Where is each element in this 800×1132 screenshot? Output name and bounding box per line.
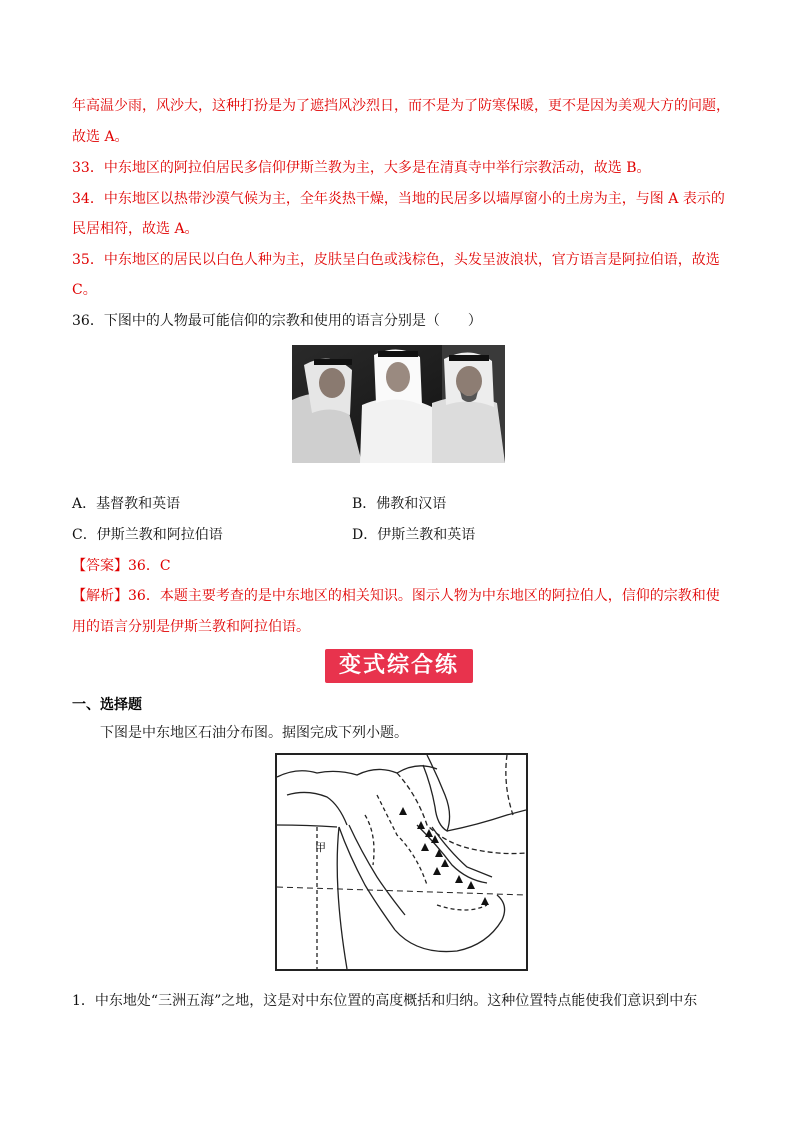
explanation-line-4: 34．中东地区以热带沙漠气候为主，全年炎热干燥，当地的民居多以墙厚窗小的土房为主，与图 A 表示的	[72, 191, 725, 207]
oil-field-icon	[421, 843, 429, 851]
question-36: 36．下图中的人物最可能信仰的宗教和使用的语言分别是（ ）	[72, 313, 482, 329]
option-d: D．伊斯兰教和英语	[352, 527, 476, 543]
oil-field-icon	[481, 897, 489, 905]
explanation-line-2: 故选 A。	[72, 129, 129, 145]
explanation-line-3: 33．中东地区的阿拉伯居民多信仰伊斯兰教为主，大多是在清真寺中举行宗教活动，故选 B。	[72, 160, 651, 176]
explanation-line-6: 35．中东地区的居民以白色人种为主，皮肤呈白色或浅棕色，头发呈波浪状，官方语言是阿拉伯语，故选	[72, 252, 720, 268]
explanation-line-5: 民居相符，故选 A。	[72, 221, 199, 237]
section-banner: 变式综合练	[325, 649, 473, 683]
answer: 【答案】36．C	[72, 558, 171, 574]
explanation-line-7: C。	[72, 282, 97, 298]
oil-distribution-map	[275, 753, 528, 971]
oil-field-icon	[441, 859, 449, 867]
option-b: B．佛教和汉语	[352, 496, 447, 512]
oil-field-icon	[433, 867, 441, 875]
oil-field-icon	[455, 875, 463, 883]
oil-field-icon	[417, 821, 425, 829]
analysis-line-2: 用的语言分别是伊斯兰教和阿拉伯语。	[72, 619, 310, 635]
arab-men-photo	[292, 345, 505, 463]
oil-field-icon	[467, 881, 475, 889]
option-a: A．基督教和英语	[72, 496, 181, 512]
explanation-line-1: 年高温少雨，风沙大，这种打扮是为了遮挡风沙烈日，而不是为了防寒保暖，更不是因为美观大方的问题，	[72, 98, 730, 114]
map-intro: 下图是中东地区石油分布图。据图完成下列小题。	[100, 725, 408, 741]
oil-field-icon	[435, 849, 443, 857]
oil-field-icon	[399, 807, 407, 815]
map-label-jia: 甲	[315, 841, 326, 854]
oil-field-icon	[425, 829, 433, 837]
option-c: C．伊斯兰教和阿拉伯语	[72, 527, 223, 543]
question-1: 1．中东地处“三洲五海”之地，这是对中东位置的高度概括和归纳。这种位置特点能使我们意识到中东	[72, 993, 698, 1009]
analysis-line-1: 【解析】36．本题主要考查的是中东地区的相关知识。图示人物为中东地区的阿拉伯人，信仰的宗教和使	[72, 588, 720, 604]
section-title: 一、选择题	[72, 697, 142, 713]
